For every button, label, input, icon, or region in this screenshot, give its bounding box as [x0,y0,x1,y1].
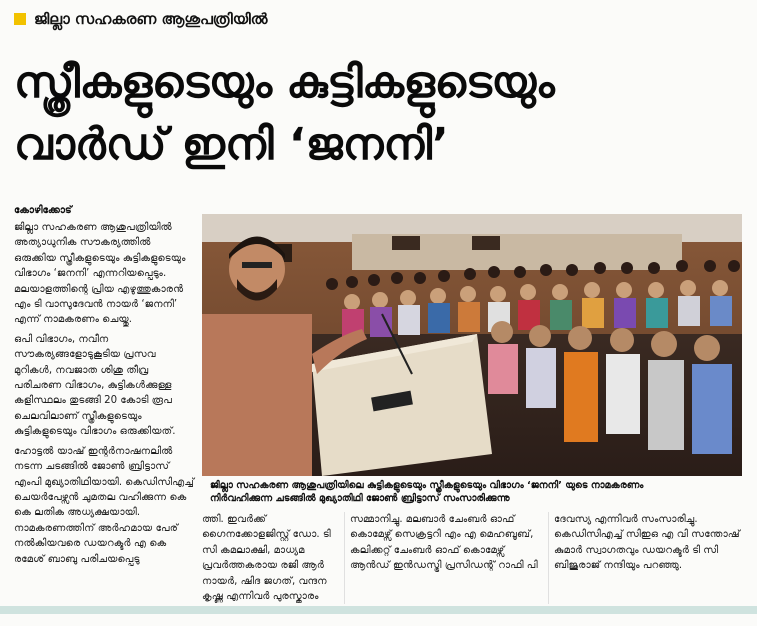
paragraph-2: ഒപി വിഭാഗം, നവീന സൗകര്യങ്ങളോടുകൂടിയ പ്രസവ മുറികൾ, നവജാത ശിശു തീവ്ര പരിചരണ വിഭാഗം, കുട്ടികൾക്കുള്ള കളിസ്ഥലം തുടങ്ങി 20 കോടി രൂപ ചെലവിലാണ് സ്ത്രീകളുടെയും കുട്ടികളുടെയും വിഭാഗം ഒരുക്കിയത്. [14,333,176,438]
kicker-text: ജില്ലാ സഹകരണ ആശുപത്രിയിൽ [34,10,268,28]
photo-caption [210,479,740,505]
headline-line-2: വാർഡ് ഇനി ‘ജനനി’ [14,119,449,170]
caption-line-1: ജില്ലാ സഹകരണ ആശുപത്രിയിലെ കുട്ടികളുടെയും സ്ത്രീകളുടെയും വിഭാഗം ‘ജനനി’ യുടെ നാമകരണം [210,480,644,491]
article-column-1 [14,220,194,571]
bottom-rule [0,606,757,614]
paragraph-3: ഹോട്ടൽ യാഷ് ഇന്റർനാഷനലിൽ നടന്ന ചടങ്ങിൽ ജോൺ ബ്രിട്ടാസ് എംപി മുഖ്യാതിഥിയായി. കെഡിസിഎച്ച് ചെയർപേഴ്സൻ ചുമതല വഹിക്കുന്ന കെ കെ ലതിക അധ്യക്ഷയായി. നാമകരണത്തിന് അർഹമായ പേര് നൽകിയവരെ ഡയറക്ടർ എ കെ രമേശ് ബാബു പരിചയപ്പെടു [14,445,194,565]
caption-line-2: നിർവഹിക്കുന്ന ചടങ്ങിൽ മുഖ്യാതിഥി ജോൺ ബ്രിട്ടാസ് സംസാരിക്കുന്നു [210,493,510,504]
headline-line-1: സ്ത്രീകളുടെയും കുട്ടികളുടെയും [14,57,555,108]
kicker-square-icon [14,13,26,25]
article-column-4: ദേവസ്യ എന്നിവർ സംസാരിച്ചു. കെഡിസിഎച്ച് സിഇഒ എ വി സന്തോഷ് കുമാർ സ്വാഗതവും ഡയറക്ടർ ടി സി ബിജുരാജ് നന്ദിയും പറഞ്ഞു. [554,514,740,572]
article-column-2: ത്തി. ഇവർക്ക് ഗൈനക്കോളജിസ്റ്റ് ഡോ. ടി സി കമലാക്ഷി, മാധ്യമ പ്രവർത്തകരായ രജി ആർ നായർ, ഷിദ ജഗത്, വന്ദന കൃഷ്ണ എന്നിവർ പുരസ്കാരം [202,514,331,603]
headline [14,58,744,170]
paragraph-1: ജില്ലാ സഹകരണ ആശുപത്രിയിൽ അത്യാധുനിക സൗകര്യത്തിൽ ഒരുക്കിയ സ്ത്രീകളുടെയും കുട്ടികളുടെയും വിഭാഗം ‘ജനനി’ എന്നറിയപ്പെടും. മലയാളത്തിന്റെ പ്രിയ എഴുത്തുകാരൻ എം ടി വാസുദേവൻ നായർ ‘ജനനി’ എന്ന് നാമകരണം ചെയ്തു. [14,222,186,326]
dateline: കോഴിക്കോട് [14,205,72,216]
section-kicker [14,10,267,28]
event-photo [202,214,742,476]
article-column-3: സമ്മാനിച്ചു. മലബാർ ചേംബർ ഓഫ് കൊമേഴ്സ് സെക്രട്ടറി എം എ മെഹബൂബ്, കലിക്കറ്റ് ചേംബർ ഓഫ് കൊമേഴ്സ് ആൻഡ് ഇൻഡസ്ട്രി പ്രസിഡന്റ് റാഫി പി [350,514,538,572]
column-divider [344,512,345,604]
column-divider [548,512,549,604]
